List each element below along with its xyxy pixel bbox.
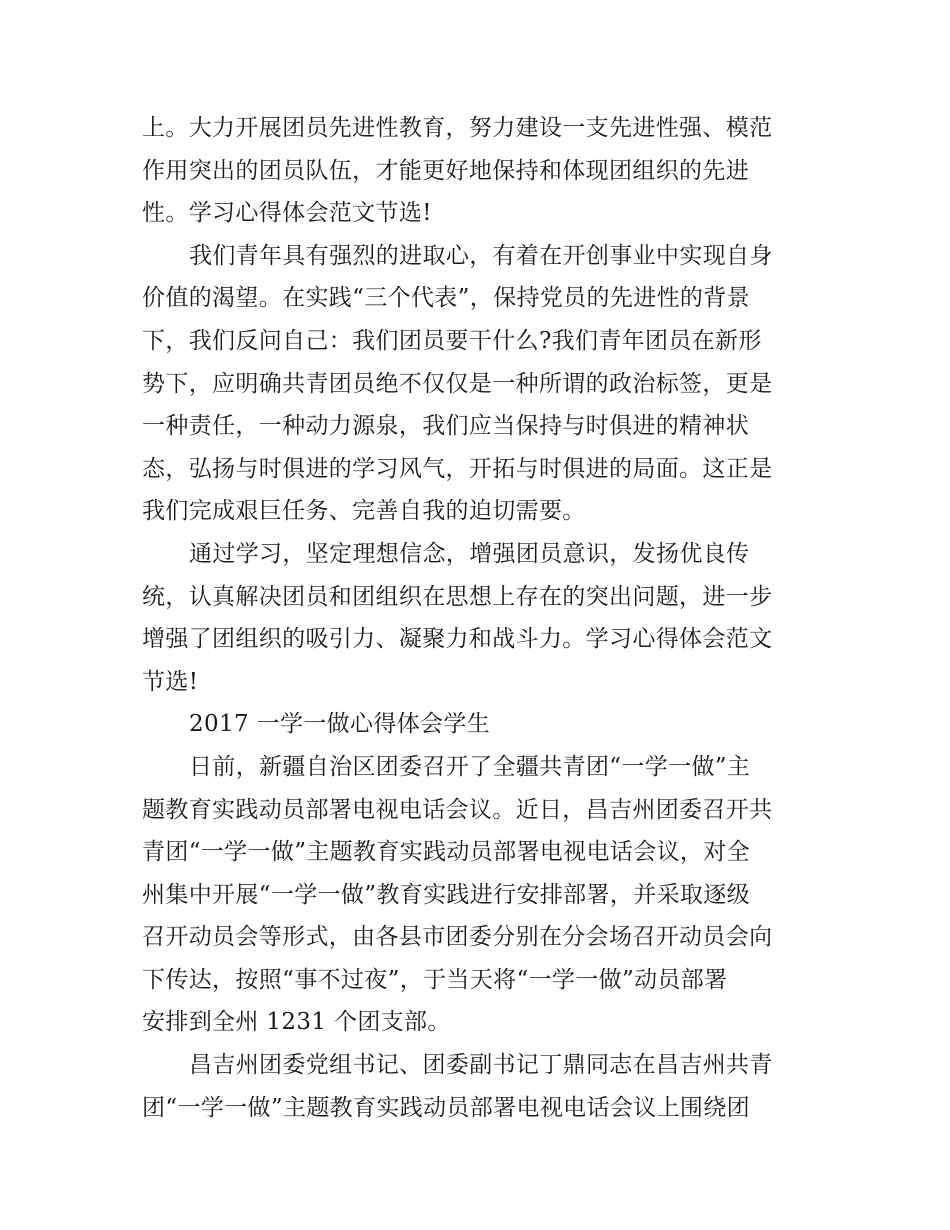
paragraph-youth-ambition: 我们青年具有强烈的进取心，有着在开创事业中实现自身 价值的渴望。在实践“三个代表”，保持党员的先进性的背景 下，我们反问自己：我们团员要干什么?我们青年团员在新形 势下，应明确共青团员绝不仅仅是一种所谓的政治标签，更是 一种责任，一种动力源泉，我们应当保持与时俱进的精神状 态，弘扬与时俱进的学习风气，开拓与时俱进的局面。这正是 我们完成艰巨任务、完善自我的迫切需要。 (142, 242, 773, 525)
paragraph-secretary-speech: 昌吉州团委党组书记、团委副书记丁鼎同志在昌吉州共青 团“一学一做”主题教育实践动员部署电视电话会议上围绕团 (142, 1052, 773, 1121)
paragraph-continuation: 上。大力开展团员先进性教育，努力建设一支先进性强、模范 作用突出的团员队伍，才能更好地保持和体现团组织的先进 性。学习心得体会范文节选! (142, 115, 773, 227)
section-heading: 2017 一学一做心得体会学生 (189, 711, 491, 738)
document-body (142, 107, 810, 1129)
paragraph-meeting-report: 日前，新疆自治区团委召开了全疆共青团“一学一做”主 题教育实践动员部署电视电话会议。近日，昌吉州团委召开共 青团“一学一做”主题教育实践动员部署电视电话会议，对全 州集中开展“一学一做”教育实践进行安排部署，并采取逐级 召开动员会等形式，由各县市团委分别在分会场召开动员会向 下传达，按照“事不过夜”，于当天将“一学一做”动员部署 安排到全州 1231 个团支部。 (142, 753, 773, 1036)
paragraph-learning-outcome: 通过学习，坚定理想信念，增强团员意识，发扬优良传 统，认真解决团员和团组织在思想上存在的突出问题，进一步 增强了团组织的吸引力、凝聚力和战斗力。学习心得体会范文 节选! (142, 540, 773, 695)
